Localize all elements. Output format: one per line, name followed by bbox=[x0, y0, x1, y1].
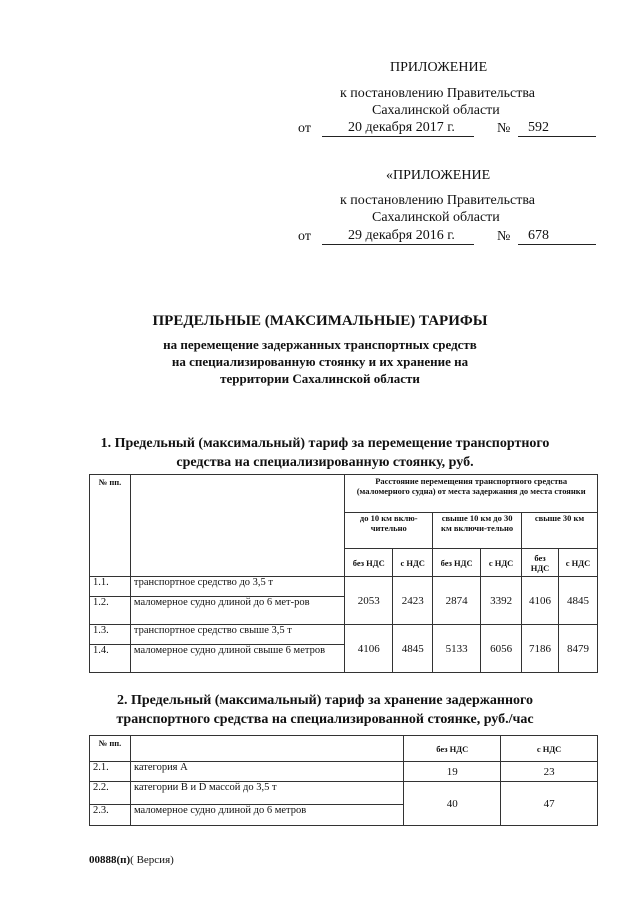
column-header-number: № пп. bbox=[90, 475, 131, 577]
tariff-value: 6056 bbox=[481, 625, 522, 673]
column-header-vat: с НДС bbox=[559, 549, 598, 577]
appendix-line: Сахалинской области bbox=[372, 103, 500, 118]
date-underline bbox=[322, 244, 474, 245]
decree-number: 678 bbox=[528, 228, 549, 243]
row-number: 1.1. bbox=[90, 577, 131, 597]
row-number: 1.2. bbox=[90, 597, 131, 625]
document-subtitle: территории Сахалинской области bbox=[220, 371, 420, 386]
column-header-empty bbox=[130, 475, 344, 577]
column-header-vat: с НДС bbox=[393, 549, 433, 577]
row-number: 1.3. bbox=[90, 625, 131, 645]
row-name: маломерное судно длиной до 6 мет-ров bbox=[130, 597, 344, 625]
row-number: 2.2. bbox=[90, 782, 131, 805]
table-row bbox=[90, 762, 598, 782]
document-subtitle: на специализированную стоянку и их хранение на bbox=[171, 354, 469, 369]
from-label: от bbox=[298, 121, 311, 136]
document-title: ПРЕДЕЛЬНЫЕ (МАКСИМАЛЬНЫЕ) ТАРИФЫ bbox=[152, 313, 488, 329]
tariff-value: 7186 bbox=[522, 625, 559, 673]
table-row bbox=[90, 577, 598, 597]
tariff-value: 2423 bbox=[393, 577, 433, 625]
decree-number: 592 bbox=[528, 120, 549, 135]
row-name: транспортное средство до 3,5 т bbox=[130, 577, 344, 597]
number-underline bbox=[518, 136, 596, 137]
column-header-distance: Расстояние перемещения транспортного средства (маломерного судна) от места задержания до места стоянки bbox=[345, 475, 598, 513]
document-code bbox=[89, 854, 174, 866]
number-sign: № bbox=[497, 229, 511, 244]
tariff-value: 40 bbox=[404, 782, 501, 826]
tariff-value: 8479 bbox=[559, 625, 598, 673]
column-header-empty bbox=[130, 736, 403, 762]
row-number: 1.4. bbox=[90, 645, 131, 673]
column-header-vat: с НДС bbox=[501, 736, 598, 762]
row-name: категория А bbox=[130, 762, 403, 782]
appendix-label: «ПРИЛОЖЕНИЕ bbox=[386, 168, 491, 183]
decree-date: 29 декабря 2016 г. bbox=[348, 228, 455, 243]
number-sign: № bbox=[497, 121, 511, 136]
tariff-value: 4106 bbox=[522, 577, 559, 625]
tariff-value: 2874 bbox=[433, 577, 481, 625]
tariff-value: 19 bbox=[404, 762, 501, 782]
column-header-vat: без НДС bbox=[522, 549, 559, 577]
section-title: средства на специализированную стоянку, руб. bbox=[176, 455, 474, 470]
appendix-label: ПРИЛОЖЕНИЕ bbox=[390, 60, 488, 75]
appendix-line: к постановлению Правительства bbox=[340, 193, 536, 208]
section-title: транспортного средства на специализированной стоянке, руб./час bbox=[116, 712, 534, 727]
appendix-line: Сахалинской области bbox=[372, 210, 500, 225]
column-header-vat: без НДС bbox=[433, 549, 481, 577]
decree-date: 20 декабря 2017 г. bbox=[348, 120, 455, 135]
section-title: 1. Предельный (максимальный) тариф за перемещение транспортного bbox=[100, 436, 550, 451]
column-header-range: свыше 30 км bbox=[522, 513, 598, 549]
tariff-value: 4845 bbox=[393, 625, 433, 673]
document-code-number: 00888(п) bbox=[89, 854, 131, 866]
tariff-value: 4845 bbox=[559, 577, 598, 625]
date-underline bbox=[322, 136, 474, 137]
column-header-range: до 10 км вклю-чительно bbox=[345, 513, 433, 549]
tariff-value: 3392 bbox=[481, 577, 522, 625]
row-name: маломерное судно длиной свыше 6 метров bbox=[130, 645, 344, 673]
number-underline bbox=[518, 244, 596, 245]
column-header-vat: без НДС bbox=[345, 549, 393, 577]
tariff-value: 47 bbox=[501, 782, 598, 826]
document-version: ( Версия) bbox=[130, 854, 174, 866]
appendix-line: к постановлению Правительства bbox=[340, 86, 536, 101]
tariff-value: 5133 bbox=[433, 625, 481, 673]
row-name: категории В и D массой до 3,5 т bbox=[130, 782, 403, 805]
row-number: 2.3. bbox=[90, 805, 131, 826]
column-header-number: № пп. bbox=[90, 736, 131, 762]
table-row bbox=[90, 782, 598, 805]
row-number: 2.1. bbox=[90, 762, 131, 782]
row-name: маломерное судно длиной до 6 метров bbox=[130, 805, 403, 826]
from-label: от bbox=[298, 229, 311, 244]
table-row bbox=[90, 625, 598, 645]
tariff-value: 2053 bbox=[345, 577, 393, 625]
tariff-value: 23 bbox=[501, 762, 598, 782]
column-header-vat: с НДС bbox=[481, 549, 522, 577]
row-name: транспортное средство свыше 3,5 т bbox=[130, 625, 344, 645]
transport-tariff-table bbox=[89, 474, 598, 673]
document-subtitle: на перемещение задержанных транспортных средств bbox=[163, 337, 477, 352]
storage-tariff-table bbox=[89, 735, 598, 826]
column-header-vat: без НДС bbox=[404, 736, 501, 762]
tariff-value: 4106 bbox=[345, 625, 393, 673]
column-header-range: свыше 10 км до 30 км включи-тельно bbox=[433, 513, 522, 549]
section-title: 2. Предельный (максимальный) тариф за хранение задержанного bbox=[116, 693, 534, 708]
